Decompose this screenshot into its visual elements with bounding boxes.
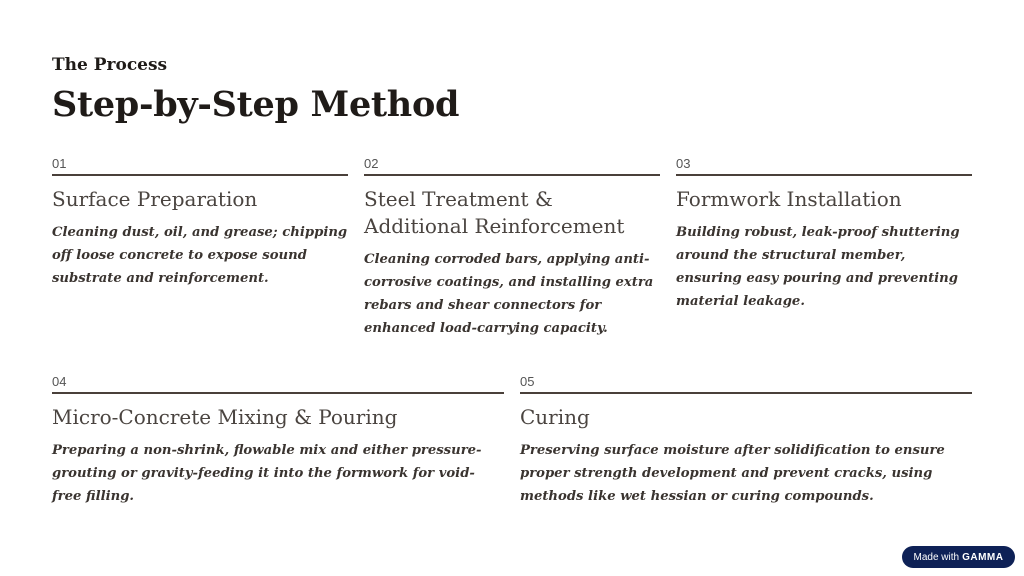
step-number: 04 <box>52 374 67 389</box>
page-title: Step-by-Step Method <box>52 84 460 125</box>
step-number: 02 <box>364 156 379 171</box>
step-description: Preserving surface moisture after solidification to ensure proper strength development and prevent cracks, using methods like wet hessian or curing compounds. <box>520 443 945 504</box>
divider <box>52 174 348 176</box>
step-title: Curing <box>520 405 590 429</box>
step-description: Building robust, leak-proof shuttering around the structural member, ensuring easy pouring and preventing material leakage. <box>676 225 960 309</box>
divider <box>520 392 972 394</box>
step-2 <box>364 156 660 340</box>
divider <box>676 174 972 176</box>
step-4 <box>52 374 504 508</box>
step-title: Micro-Concrete Mixing & Pouring <box>52 405 398 429</box>
step-1 <box>52 156 348 290</box>
step-3 <box>676 156 972 313</box>
step-description: Cleaning corroded bars, applying anti-corrosive coatings, and installing extra rebars and shear connectors for enhanced load-carrying capacity. <box>364 252 654 336</box>
badge-prefix: Made with <box>913 551 960 563</box>
divider <box>52 392 504 394</box>
section-subtitle: The Process <box>52 55 168 75</box>
step-description: Preparing a non-shrink, flowable mix and either pressure-grouting or gravity-feeding it into the formwork for void-free filling. <box>52 443 482 504</box>
divider <box>364 174 660 176</box>
step-title: Surface Preparation <box>52 187 258 211</box>
made-with-gamma-badge[interactable] <box>902 546 1015 568</box>
step-number: 01 <box>52 156 67 171</box>
step-title: Formwork Installation <box>676 187 902 211</box>
step-number: 03 <box>676 156 691 171</box>
gamma-logo: GAMMA <box>962 551 1004 563</box>
step-title: Steel Treatment & Additional Reinforcement <box>364 187 625 238</box>
step-5 <box>520 374 972 508</box>
step-description: Cleaning dust, oil, and grease; chipping off loose concrete to expose sound substrate and reinforcement. <box>52 225 348 286</box>
step-number: 05 <box>520 374 535 389</box>
